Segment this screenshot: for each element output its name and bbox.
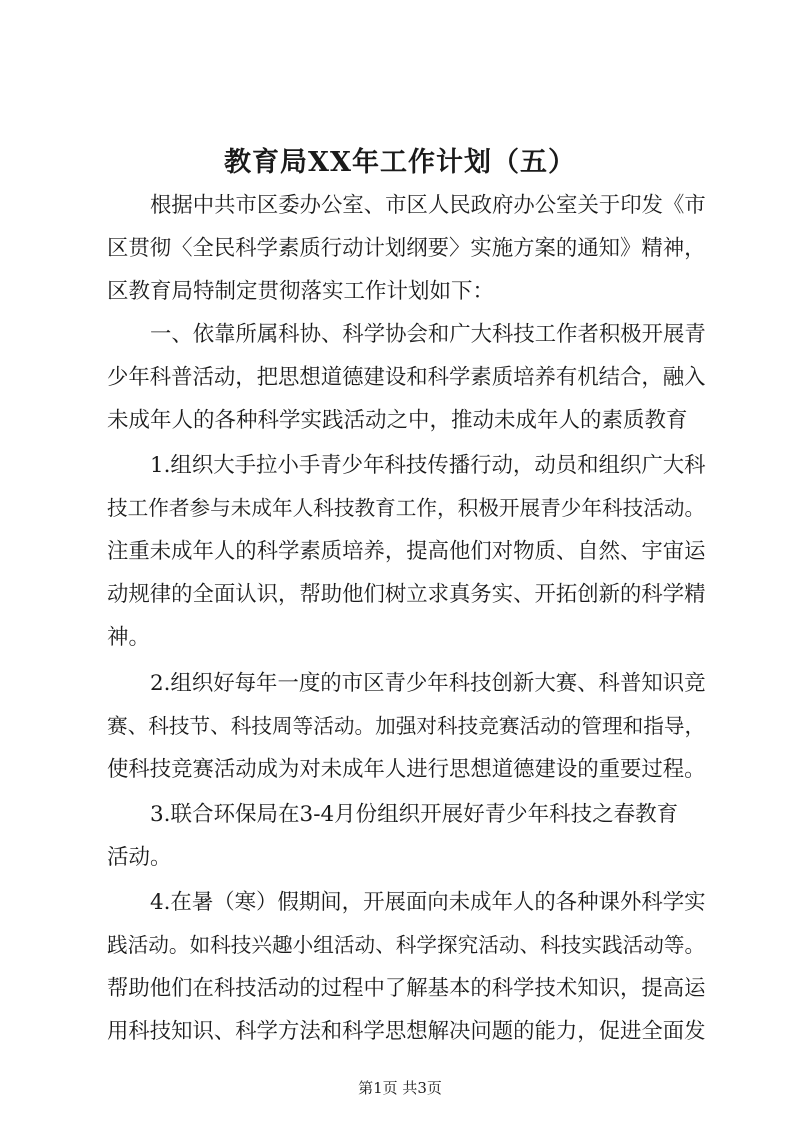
paragraph-3-line-2: 技工作者参与未成年人科技教育工作，积极开展青少年科技活动。 xyxy=(107,496,706,520)
paragraph-5-line-1: 3.联合环保局在3-4月份组织开展好青少年科技之春教育 xyxy=(150,802,679,827)
paragraph-2-line-1: 一、依靠所属科协、科学协会和广大科技工作者积极开展青 xyxy=(150,322,706,347)
paragraph-4-line-2: 赛、科技节、科技周等活动。加强对科技竞赛活动的管理和指导， xyxy=(107,714,706,738)
paragraph-6-line-3: 帮助他们在科技活动的过程中了解基本的科学技术知识，提高运 xyxy=(107,976,706,1001)
paragraph-1-line-1: 根据中共市区委办公室、市区人民政府办公室关于印发《市 xyxy=(150,193,706,218)
paragraph-1-line-2: 区贯彻〈全民科学素质行动计划纲要〉实施方案的通知》精神， xyxy=(107,236,706,261)
paragraph-4-line-3: 使科技竞赛活动成为对未成年人进行思想道德建设的重要过程。 xyxy=(107,757,706,782)
paragraph-4-line-1: 2.组织好每年一度的市区青少年科技创新大赛、科普知识竞 xyxy=(150,671,706,696)
paragraph-3-line-5: 神。 xyxy=(107,625,151,650)
paragraph-6-line-4: 用科技知识、科学方法和科学思想解决问题的能力，促进全面发 xyxy=(107,1019,706,1044)
paragraph-1-line-3: 区教育局特制定贯彻落实工作计划如下： xyxy=(107,279,495,304)
paragraph-6-line-1: 4.在暑（寒）假期间，开展面向未成年人的各种课外科学实 xyxy=(150,890,706,915)
paragraph-3-line-4: 动规律的全面认识，帮助他们树立求真务实、开拓创新的科学精 xyxy=(107,582,706,607)
paragraph-5-line-2: 活动。 xyxy=(107,845,172,870)
paragraph-2-line-3: 未成年人的各种科学实践活动之中，推动未成年人的素质教育 xyxy=(107,408,688,433)
paragraph-6-line-2: 践活动。如科技兴趣小组活动、科学探究活动、科技实践活动等。 xyxy=(107,933,706,957)
paragraph-2-line-2: 少年科普活动，把思想道德建设和科学素质培养有机结合，融入 xyxy=(107,365,706,390)
paragraph-3-line-3: 注重未成年人的科学素质培养，提高他们对物质、自然、宇宙运 xyxy=(107,539,706,564)
page-footer: 第1页 共3页 xyxy=(358,1079,442,1097)
document-title: 教育局XX年工作计划（五） xyxy=(224,147,576,178)
paragraph-3-line-1: 1.组织大手拉小手青少年科技传播行动，动员和组织广大科 xyxy=(150,453,706,478)
